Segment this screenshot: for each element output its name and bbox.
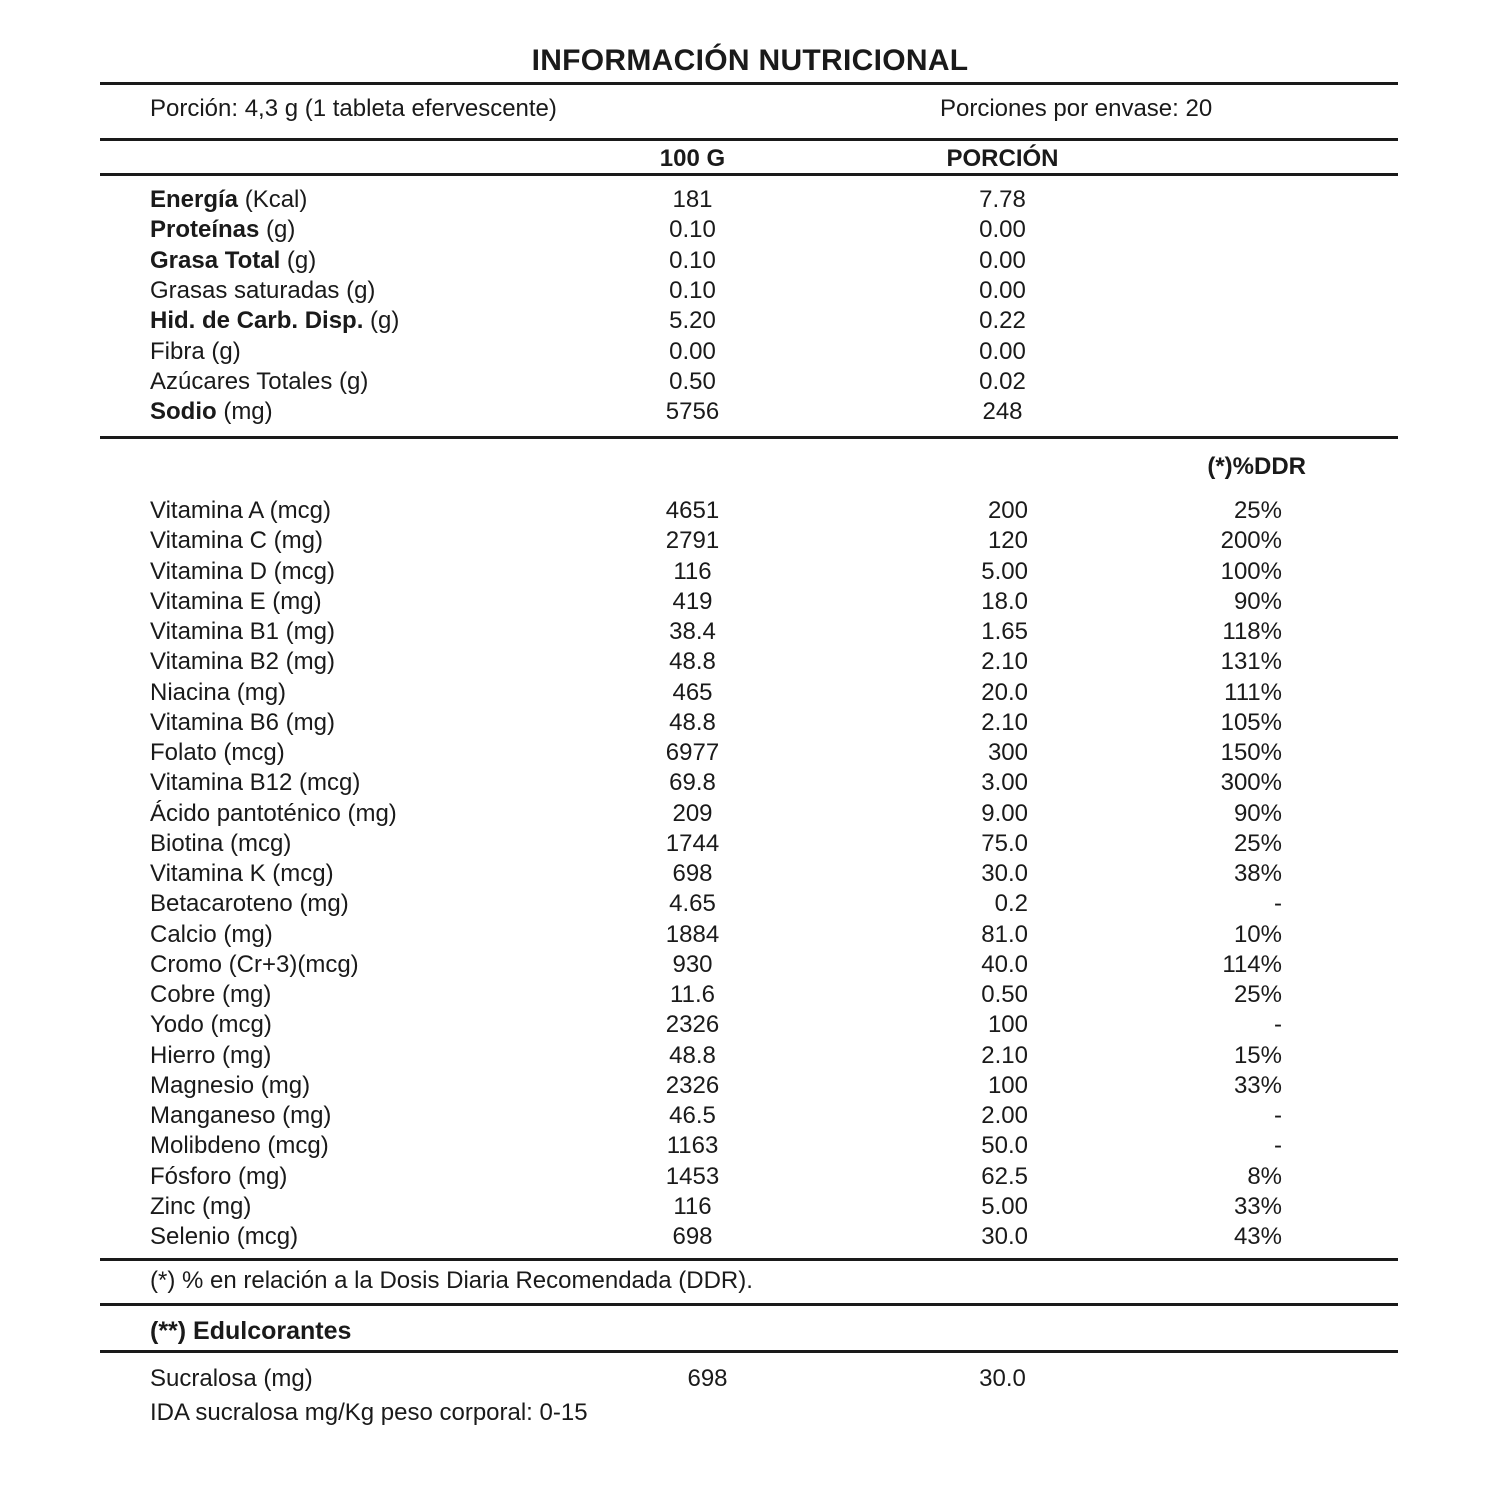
value-per100: 465 [672, 678, 713, 706]
value-portion: 100 [987, 1011, 1028, 1039]
value-per100: 4651 [665, 497, 720, 524]
value-per100: 0.10 [669, 216, 716, 244]
page-title: INFORMACIÓN NUTRICIONAL [531, 44, 969, 77]
value-portion: 62.5 [981, 1162, 1028, 1190]
value-portion: 9.00 [981, 799, 1028, 827]
table-row [0, 1041, 1500, 1071]
value-portion: 30.0 [981, 1223, 1028, 1250]
nutrient-name: Vitamina A (mcg) [150, 497, 331, 524]
value-portion: 2.10 [981, 708, 1028, 736]
table-row [0, 1101, 1500, 1131]
value-portion: 200 [987, 497, 1028, 524]
table-row [0, 496, 1500, 526]
value-per100: 0.00 [669, 337, 716, 365]
nutrient-label [150, 337, 241, 367]
value-portion: 100 [987, 1071, 1028, 1099]
value-ddr: 38% [1233, 860, 1282, 887]
nutrient-name: Niacina (mg) [150, 678, 287, 706]
nutrient-label [150, 397, 273, 427]
value-portion: 0.02 [979, 367, 1026, 395]
nutrient-name: Betacaroteno (mg) [150, 890, 349, 918]
value-per100: 0.50 [669, 367, 716, 395]
table-row [0, 859, 1500, 889]
table-row [0, 1222, 1500, 1252]
nutrient-name: Calcio (mg) [150, 920, 273, 948]
value-ddr: 25% [1233, 829, 1282, 857]
nutrient-name: Sodio [150, 398, 217, 426]
nutrient-name: Vitamina C (mg) [150, 527, 323, 555]
value-per100: 1453 [665, 1162, 720, 1190]
nutrient-unit: (g) [339, 276, 376, 304]
servings-per-container: Porciones por envase: 20 [940, 95, 1213, 122]
nutrient-name: Vitamina K (mcg) [150, 860, 334, 887]
value-per100: 69.8 [669, 769, 716, 797]
sweetener-ida: IDA sucralosa mg/Kg peso corporal: 0-15 [150, 1399, 588, 1426]
table-row [0, 920, 1500, 950]
value-per100: 4.65 [669, 890, 716, 918]
column-header-ddr: (*)%DDR [1207, 453, 1306, 480]
nutrient-name: Magnesio (mg) [150, 1071, 311, 1099]
value-portion: 0.00 [979, 216, 1026, 244]
value-ddr: 10% [1233, 920, 1282, 948]
value-per100: 48.8 [669, 1041, 716, 1069]
nutrient-label [150, 246, 316, 276]
value-per100: 2791 [665, 527, 720, 555]
value-per100: 46.5 [669, 1102, 716, 1129]
value-ddr: 25% [1233, 981, 1282, 1008]
nutrient-name: Grasas saturadas [150, 276, 340, 304]
table-row [0, 306, 1500, 336]
nutrient-name: Proteínas [150, 216, 260, 244]
nutrient-name: Fibra [150, 337, 205, 365]
nutrient-name: Fósforo (mg) [150, 1162, 288, 1190]
value-ddr: - [1274, 1102, 1282, 1129]
nutrient-label [150, 185, 307, 215]
value-per100: 698 [672, 860, 713, 887]
table-row [0, 617, 1500, 647]
table-row [0, 246, 1500, 276]
table-row [0, 738, 1500, 768]
value-portion: 75.0 [981, 829, 1028, 857]
table-row [0, 215, 1500, 245]
table-row [0, 1162, 1500, 1192]
value-portion: 2.10 [981, 648, 1028, 676]
value-per100: 181 [672, 186, 713, 213]
value-portion: 7.78 [979, 186, 1026, 213]
table-row [0, 557, 1500, 587]
sweetener-row [0, 1364, 1500, 1394]
value-per100: 930 [672, 950, 713, 978]
nutrient-name: Ácido pantoténico (mg) [150, 799, 397, 827]
table-row [0, 980, 1500, 1010]
divider [100, 1350, 1398, 1353]
nutrient-name: Biotina (mcg) [150, 829, 292, 857]
table-row [0, 1010, 1500, 1040]
nutrient-name: Vitamina B6 (mg) [150, 708, 335, 736]
column-header-portion: PORCIÓN [946, 145, 1059, 172]
value-portion: 40.0 [981, 950, 1028, 978]
value-ddr: 131% [1220, 648, 1282, 676]
value-portion: 50.0 [981, 1132, 1028, 1160]
value-per100: 48.8 [669, 648, 716, 676]
value-per100: 6977 [665, 739, 720, 766]
value-per100: 38.4 [669, 618, 716, 645]
value-per100: 1884 [665, 920, 720, 948]
value-per100: 2326 [665, 1071, 720, 1099]
value-per100: 116 [673, 557, 712, 585]
value-portion: 1.65 [981, 618, 1028, 645]
nutrient-name: Folato (mcg) [150, 739, 285, 766]
sweetener-per100: 698 [687, 1365, 728, 1392]
divider [100, 173, 1398, 176]
value-ddr: 90% [1233, 587, 1282, 615]
nutrient-unit: (g) [332, 367, 369, 395]
value-ddr: 43% [1233, 1223, 1282, 1250]
divider [100, 1303, 1398, 1306]
nutrient-label [150, 276, 375, 306]
nutrient-unit: (g) [363, 307, 400, 335]
value-portion: 5.00 [981, 1192, 1028, 1220]
nutrient-name: Vitamina D (mcg) [150, 557, 335, 585]
column-header-100g: 100 G [659, 145, 726, 172]
table-row [0, 647, 1500, 677]
table-row [0, 337, 1500, 367]
divider [100, 1258, 1398, 1261]
value-portion: 0.00 [979, 337, 1026, 365]
value-per100: 5756 [665, 398, 720, 426]
value-ddr: 15% [1233, 1041, 1282, 1069]
table-row [0, 768, 1500, 798]
value-per100: 698 [672, 1223, 713, 1250]
nutrient-name: Cobre (mg) [150, 981, 272, 1008]
table-row [0, 367, 1500, 397]
value-portion: 120 [987, 527, 1028, 555]
value-portion: 18.0 [981, 587, 1028, 615]
nutrient-name: Azúcares Totales [150, 367, 333, 395]
value-ddr: 300% [1220, 769, 1282, 797]
value-per100: 209 [672, 799, 713, 827]
nutrient-unit: (g) [280, 246, 317, 274]
sweetener-name: Sucralosa (mg) [150, 1365, 313, 1392]
value-per100: 0.10 [669, 276, 716, 304]
nutrient-unit: (g) [204, 337, 241, 365]
nutrient-unit: (Kcal) [238, 186, 308, 213]
nutrient-name: Vitamina B2 (mg) [150, 648, 335, 676]
value-ddr: 25% [1233, 497, 1282, 524]
nutrient-label [150, 306, 399, 336]
value-portion: 20.0 [981, 678, 1028, 706]
value-ddr: 33% [1233, 1192, 1282, 1220]
value-per100: 5.20 [669, 307, 716, 335]
value-per100: 1163 [666, 1132, 719, 1160]
table-row [0, 1071, 1500, 1101]
divider [100, 138, 1398, 141]
table-row [0, 829, 1500, 859]
nutrient-name: Grasa Total [150, 246, 281, 274]
nutrient-name: Vitamina E (mg) [150, 587, 322, 615]
nutrient-name: Vitamina B1 (mg) [150, 618, 335, 645]
value-portion: 2.00 [981, 1102, 1028, 1129]
value-ddr: 200% [1220, 527, 1282, 555]
value-portion: 0.00 [979, 246, 1026, 274]
nutrient-label [150, 367, 368, 397]
value-portion: 0.00 [979, 276, 1026, 304]
nutrient-unit: (g) [259, 216, 296, 244]
nutrient-unit: (mg) [216, 398, 273, 426]
table-row [0, 1131, 1500, 1161]
value-per100: 48.8 [669, 708, 716, 736]
value-portion: 300 [987, 739, 1028, 766]
serving-size: Porción: 4,3 g (1 tableta efervescente) [150, 95, 557, 122]
nutrient-name: Molibdeno (mcg) [150, 1132, 329, 1160]
table-row [0, 678, 1500, 708]
nutrient-name: Hierro (mg) [150, 1041, 272, 1069]
value-portion: 0.22 [979, 307, 1026, 335]
table-row [0, 276, 1500, 306]
table-row [0, 708, 1500, 738]
table-row [0, 1192, 1500, 1222]
value-per100: 0.10 [669, 246, 716, 274]
nutrient-name: Selenio (mcg) [150, 1223, 299, 1250]
table-row [0, 950, 1500, 980]
value-ddr: 150% [1220, 739, 1282, 766]
value-ddr: - [1274, 890, 1282, 918]
nutrient-name: Energía [150, 186, 239, 213]
table-row [0, 587, 1500, 617]
value-per100: 11.6 [670, 981, 715, 1008]
value-ddr: 100% [1220, 557, 1282, 585]
value-portion: 81.0 [981, 920, 1028, 948]
value-portion: 3.00 [981, 769, 1028, 797]
table-row [0, 185, 1500, 215]
value-portion: 0.50 [981, 981, 1028, 1008]
value-ddr: 8% [1247, 1162, 1282, 1190]
table-row [0, 526, 1500, 556]
nutrient-name: Cromo (Cr+3)(mcg) [150, 950, 359, 978]
footnote: (*) % en relación a la Dosis Diaria Recomendada (DDR). [150, 1267, 753, 1294]
nutrient-name: Manganeso (mg) [150, 1102, 332, 1129]
value-per100: 1744 [665, 829, 720, 857]
nutrient-name: Hid. de Carb. Disp. [150, 307, 364, 335]
nutrient-label [150, 215, 295, 245]
sweeteners-heading: (**) Edulcorantes [150, 1317, 352, 1345]
divider [100, 436, 1398, 439]
value-ddr: 114% [1222, 950, 1282, 978]
value-ddr: - [1274, 1132, 1282, 1160]
value-portion: 30.0 [981, 860, 1028, 887]
value-ddr: 33% [1233, 1071, 1282, 1099]
table-row [0, 397, 1500, 427]
table-row [0, 799, 1500, 829]
value-ddr: 111% [1224, 678, 1282, 706]
value-portion: 5.00 [981, 557, 1028, 585]
table-row [0, 889, 1500, 919]
value-ddr: - [1274, 1011, 1282, 1039]
nutrient-name: Vitamina B12 (mcg) [150, 769, 361, 797]
divider [100, 82, 1398, 85]
value-per100: 116 [673, 1192, 712, 1220]
sweetener-portion: 30.0 [979, 1365, 1026, 1392]
value-portion: 0.2 [994, 890, 1028, 918]
value-portion: 248 [982, 398, 1023, 426]
value-per100: 2326 [665, 1011, 720, 1039]
value-ddr: 105% [1220, 708, 1282, 736]
value-portion: 2.10 [981, 1041, 1028, 1069]
nutrient-name: Yodo (mcg) [150, 1011, 272, 1039]
value-per100: 419 [672, 587, 713, 615]
nutrient-name: Zinc (mg) [150, 1192, 252, 1220]
value-ddr: 90% [1233, 799, 1282, 827]
value-ddr: 118% [1222, 618, 1282, 645]
